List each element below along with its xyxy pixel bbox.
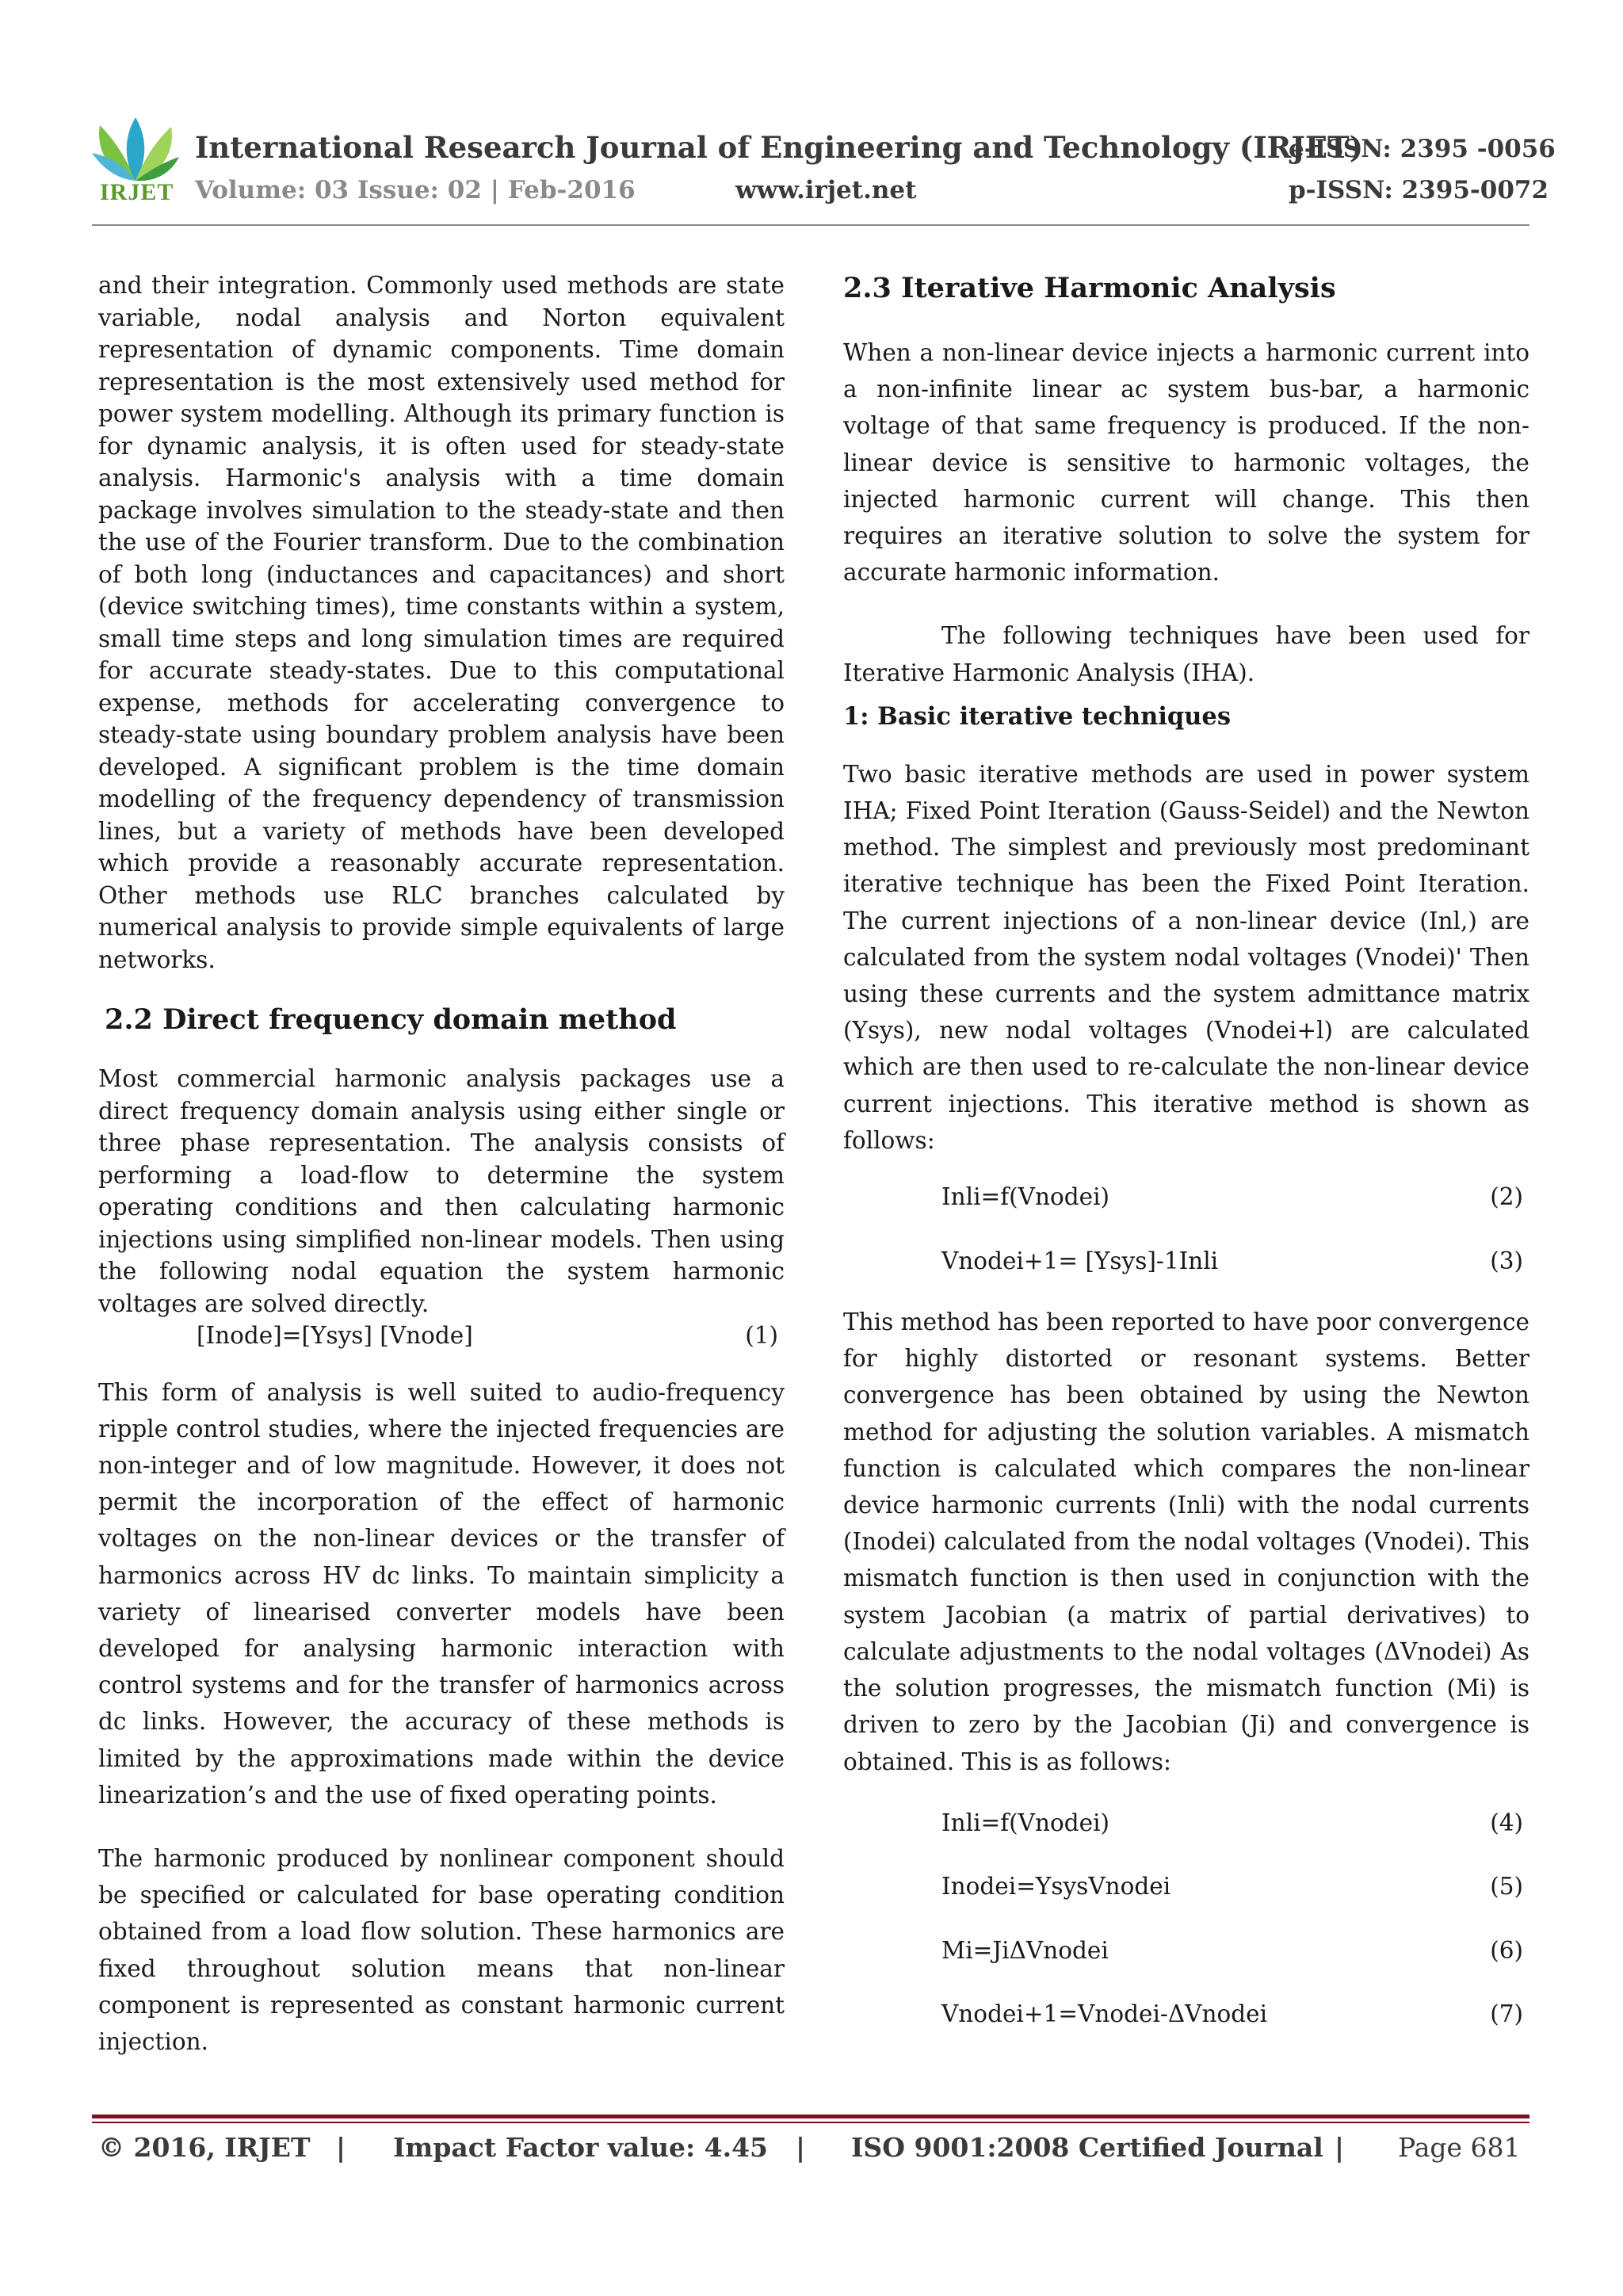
paragraph: This form of analysis is well suited to audio-frequency ripple control studies, where the injected frequencies are non-integer and of low magnitude. However, it does not permit the incorporation of the effect of harmonic voltages on the non-linear devices or the transfer of harmonics across HV dc links. To maintain simplicity a variety of linearised converter models have been developed for analysing harmonic interaction with control systems and for the transfer of harmonics across dc links. However, the accuracy of these methods is limited by the approximations made within the device linearization’s and the use of fixed operating points. (98, 1378, 785, 1809)
equation-text: Inli=f(Vnodei) (941, 1809, 1110, 1836)
paragraph: and their integration. Commonly used methods are state variable, nodal analysis and Norton equivalent representation of dynamic components. Time domain representation is the most extensively used method for power system modelling. Although its primary function is for dynamic analysis, it is often used for steady-state analysis. Harmonic's analysis with a time domain package involves simulation to the steady-state and then the use of the Fourier transform. Due to the combination of both long (inductances and capacitances) and short (device switching times), time constants within a system, small time steps and long simulation times are required for accurate steady-states. Due to this computational expense, methods for accelerating convergence to steady-state using boundary problem analysis have been developed. A significant problem is the time domain modelling of the frequency dependency of transmission lines, but a variety of methods have been developed which provide a reasonably accurate representation. Other methods use RLC branches calculated by numerical analysis to provide simple equivalents of large networks. (98, 272, 785, 973)
footer-divider (92, 2115, 1529, 2118)
paragraph: When a non-linear device injects a harmonic current into a non-infinite linear ac system bus-bar, a harmonic voltage of that same frequency is produced. If the non-linear device is sensitive to harmonic voltages, the injected harmonic current will change. This then requires an iterative solution to solve the system for accurate harmonic information. (843, 339, 1529, 586)
paragraph: The following techniques have been used for Iterative Harmonic Analysis (IHA). (843, 622, 1529, 686)
section-heading-2-3: 2.3 Iterative Harmonic Analysis (843, 272, 1336, 304)
paragraph: Most commercial harmonic analysis packages use a direct frequency domain analysis using either single or three phase representation. The analysis consists of performing a load-flow to determine the system operating conditions and then calculating harmonic injections using simplified non-linear models. Then using the following nodal equation the system harmonic voltages are solved directly. (98, 1065, 785, 1317)
equation-text: Inodei=YsysVnodei (941, 1873, 1171, 1901)
equation-4 (843, 1807, 1529, 1839)
equation-3 (843, 1245, 1529, 1278)
equation-number: (7) (1490, 2000, 1523, 2028)
paragraph: Two basic iterative methods are used in power system IHA; Fixed Point Iteration (Gauss-Seidel) and the Newton method. The simplest and previously most predominant iterative technique has been the Fixed Point Iteration. The current injections of a non-linear device (Inl,) are calculated from the system nodal voltages (Vnodei)' Then using these currents and the system admittance matrix (Ysys), new nodal voltages (Vnodei+l) are calculated which are then used to re-calculate the non-linear device current injections. This iterative method is shown as follows: (843, 760, 1529, 1154)
equation-text: Vnodei+1= [Ysys]-1Inli (941, 1247, 1219, 1274)
footer-iso: ISO 9001:2008 Certified Journal (851, 2132, 1323, 2163)
volume-issue: Volume: 03 Issue: 02 | Feb-2016 (195, 176, 636, 204)
equation-number: (5) (1490, 1873, 1523, 1901)
e-issn: e-ISSN: 2395 -0056 (1289, 135, 1556, 163)
equation-1 (98, 1320, 785, 1352)
journal-website[interactable]: www.irjet.net (735, 176, 917, 204)
equation-text: Vnodei+1=Vnodei-ΔVnodei (941, 2000, 1267, 2028)
equation-text: Inli=f(Vnodei) (941, 1183, 1110, 1211)
logo-text: IRJET (100, 179, 174, 205)
equation-5 (843, 1870, 1529, 1903)
right-column (843, 269, 1529, 2030)
subsection-heading: 1: Basic iterative techniques (843, 701, 1231, 731)
footer-impact-factor: Impact Factor value: 4.45 (393, 2132, 768, 2163)
equation-7 (843, 1998, 1529, 2030)
journal-title: International Research Journal of Engineering and Technology (IRJET) (195, 130, 1364, 165)
footer-copyright: © 2016, IRJET (98, 2132, 311, 2163)
equation-number: (4) (1490, 1809, 1523, 1836)
section-heading-2-2: 2.2 Direct frequency domain method (105, 1003, 677, 1036)
equation-2 (843, 1181, 1529, 1213)
footer-separator: | (1335, 2132, 1345, 2163)
equation-number: (1) (745, 1322, 778, 1349)
equation-6 (843, 1935, 1529, 1967)
paragraph: This method has been reported to have poor convergence for highly distorted or resonant systems. Better convergence has been obtained by using the Newton method for adjusting the solution variables. A mismatch function is calculated which compares the non-linear device harmonic currents (Inli) with the nodal currents (Inodei) calculated from the nodal voltages (Vnodei). This mismatch function is then used in conjunction with the system Jacobian (a matrix of partial derivatives) to calculate adjustments to the nodal voltages (ΔVnodei) As the solution progresses, the mismatch function (Mi) is driven to zero by the Jacobian (Ji) and convergence is obtained. This is as follows: (843, 1308, 1529, 1775)
equation-number: (3) (1490, 1247, 1523, 1274)
equation-text: [Inode]=[Ysys] [Vnode] (197, 1322, 473, 1349)
paragraph: The harmonic produced by nonlinear component should be specified or calculated for base operating condition obtained from a load flow solution. These harmonics are fixed throughout solution means that non-linear component is represented as constant harmonic current injection. (98, 1844, 785, 2055)
equation-text: Mi=JiΔVnodei (941, 1936, 1109, 1964)
left-column (98, 269, 785, 2060)
footer-page-number: Page 681 (1398, 2132, 1521, 2163)
equation-number: (6) (1490, 1936, 1523, 1964)
header-divider (92, 224, 1529, 226)
equation-number: (2) (1490, 1183, 1523, 1211)
p-issn: p-ISSN: 2395-0072 (1289, 176, 1549, 204)
footer-separator: | (796, 2132, 806, 2163)
footer-separator: | (336, 2132, 346, 2163)
footer-divider-thin (92, 2122, 1529, 2123)
